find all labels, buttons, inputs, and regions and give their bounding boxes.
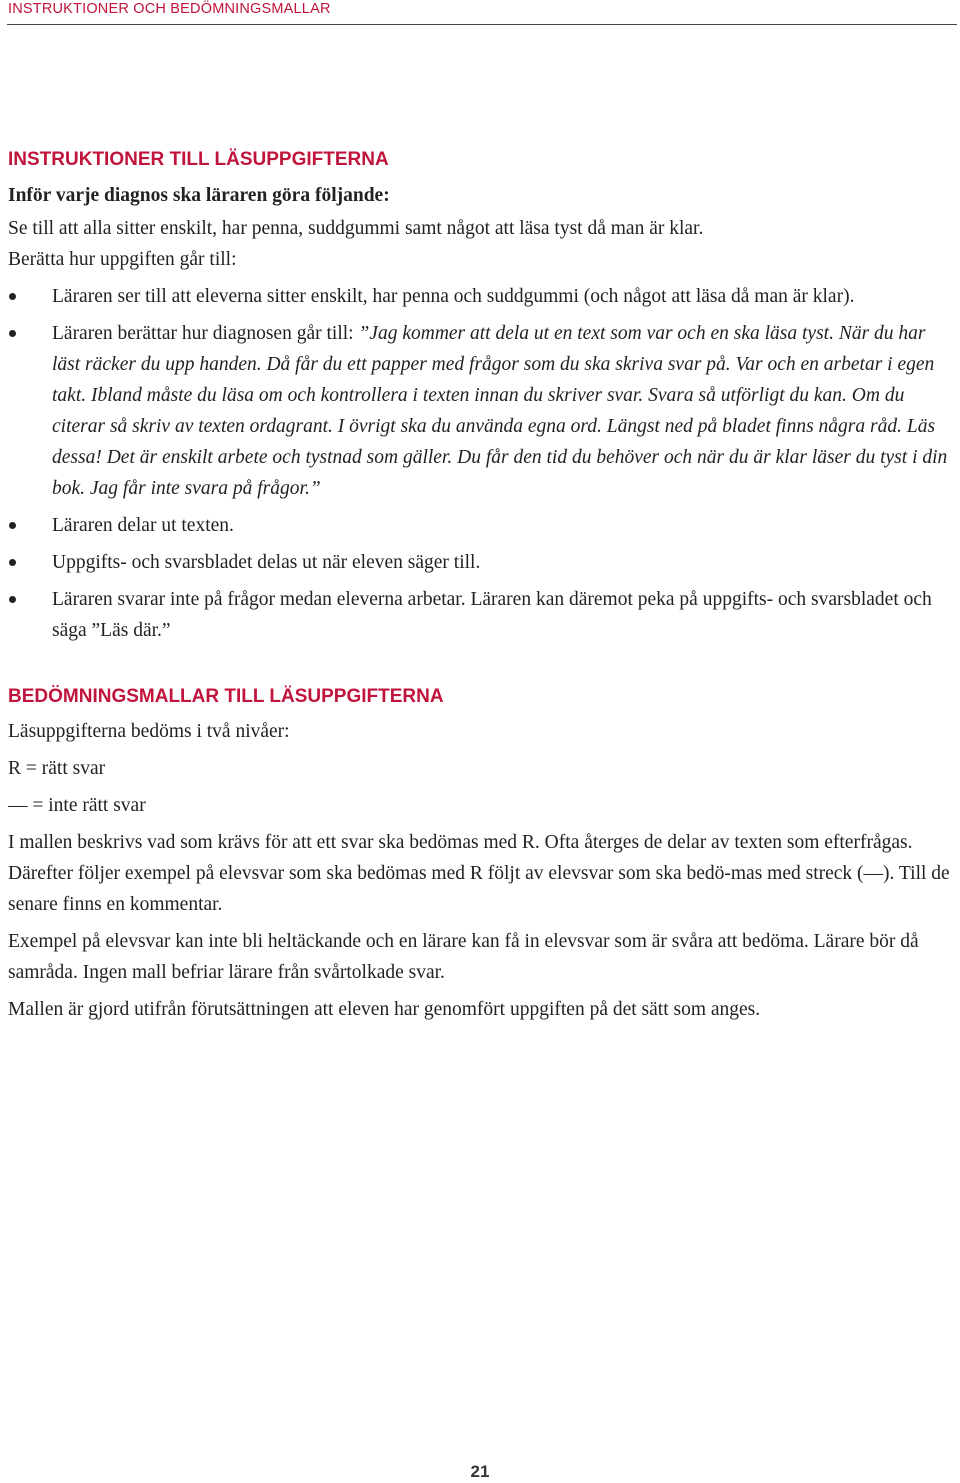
- list-item-text: Läraren ser till att eleverna sitter enskilt, har penna och suddgummi (och något att läsa då man är klar).: [52, 286, 855, 307]
- list-item: [8, 584, 953, 646]
- list-item: [8, 281, 953, 312]
- bullet-icon: [9, 522, 16, 529]
- instructions-lead: Berätta hur uppgiften går till:: [8, 249, 237, 270]
- page-number: 21: [470, 1462, 490, 1481]
- list-item-text: Läraren svarar inte på frågor medan eleverna arbetar. Läraren kan däremot peka på uppgifts- och svarsbladet och säga ”Läs där.”: [52, 589, 932, 641]
- instructions-intro: Se till att alla sitter enskilt, har penna, suddgummi samt något att läsa tyst då man är klar.: [8, 218, 704, 239]
- teacher-script-quote: ”Jag kommer att dela ut en text som var och en ska läsa tyst. När du har läst räcker du upp handen. Då får du ett papper med frågor som du ska skriva svar på. Var och en arbetar i egen takt. Ibland måste du läsa om och kontrollera i texten innan du skriver svar. Svara så utförligt du kan. Om du citerar så skriv av texten ordagrant. I övrigt ska du använda egna ord. Längst ned på bladet finns några råd. Läs dessa! Det är enskilt arbete och tystnad som gäller. Du får den tid du behöver och när du är klar läser du tyst i din bok. Jag får inte svara på frågor.”: [52, 323, 948, 499]
- assessment-levels-intro: Läsuppgifterna bedöms i två nivåer:: [8, 721, 290, 742]
- assessment-level-incorrect: — = inte rätt svar: [8, 795, 146, 816]
- header-rule: [7, 24, 957, 25]
- assessment-paragraph: Exempel på elevsvar kan inte bli heltäckande och en lärare kan få in elevsvar som är svåra att bedöma. Lärare bör då samråda. Ingen mall befriar lärare från svårtolkade svar.: [8, 931, 919, 983]
- instructions-subheading: Inför varje diagnos ska läraren göra följande:: [8, 185, 390, 206]
- running-header: INSTRUKTIONER OCH BEDÖMNINGSMALLAR: [8, 1, 331, 17]
- bullet-icon: [9, 293, 16, 300]
- list-item: [8, 547, 953, 578]
- assessment-paragraph: Mallen är gjord utifrån förutsättningen att eleven har genomfört uppgiften på det sätt som anges.: [8, 999, 761, 1020]
- instructions-list: [8, 281, 953, 646]
- section-heading-assessment: BEDÖMNINGSMALLAR TILL LÄSUPPGIFTERNA: [8, 686, 444, 707]
- assessment-level-correct: R = rätt svar: [8, 758, 106, 779]
- list-item: [8, 510, 953, 541]
- list-item-text: Läraren delar ut texten.: [52, 515, 234, 536]
- list-item-text: Läraren berättar hur diagnosen går till:: [52, 323, 359, 344]
- page-content: [8, 147, 953, 1025]
- bullet-icon: [9, 330, 16, 337]
- list-item: [8, 318, 953, 504]
- section-heading-instructions: INSTRUKTIONER TILL LÄSUPPGIFTERNA: [8, 149, 389, 170]
- bullet-icon: [9, 559, 16, 566]
- bullet-icon: [9, 596, 16, 603]
- assessment-paragraph: I mallen beskrivs vad som krävs för att ett svar ska bedömas med R. Ofta återges de delar av texten som efterfrågas. Därefter följer exempel på elevsvar som ska bedömas med R följt av elevsvar som ska bedö-mas med streck (—). Till de senare finns en kommentar.: [8, 832, 950, 915]
- list-item-text: Uppgifts- och svarsbladet delas ut när eleven säger till.: [52, 552, 481, 573]
